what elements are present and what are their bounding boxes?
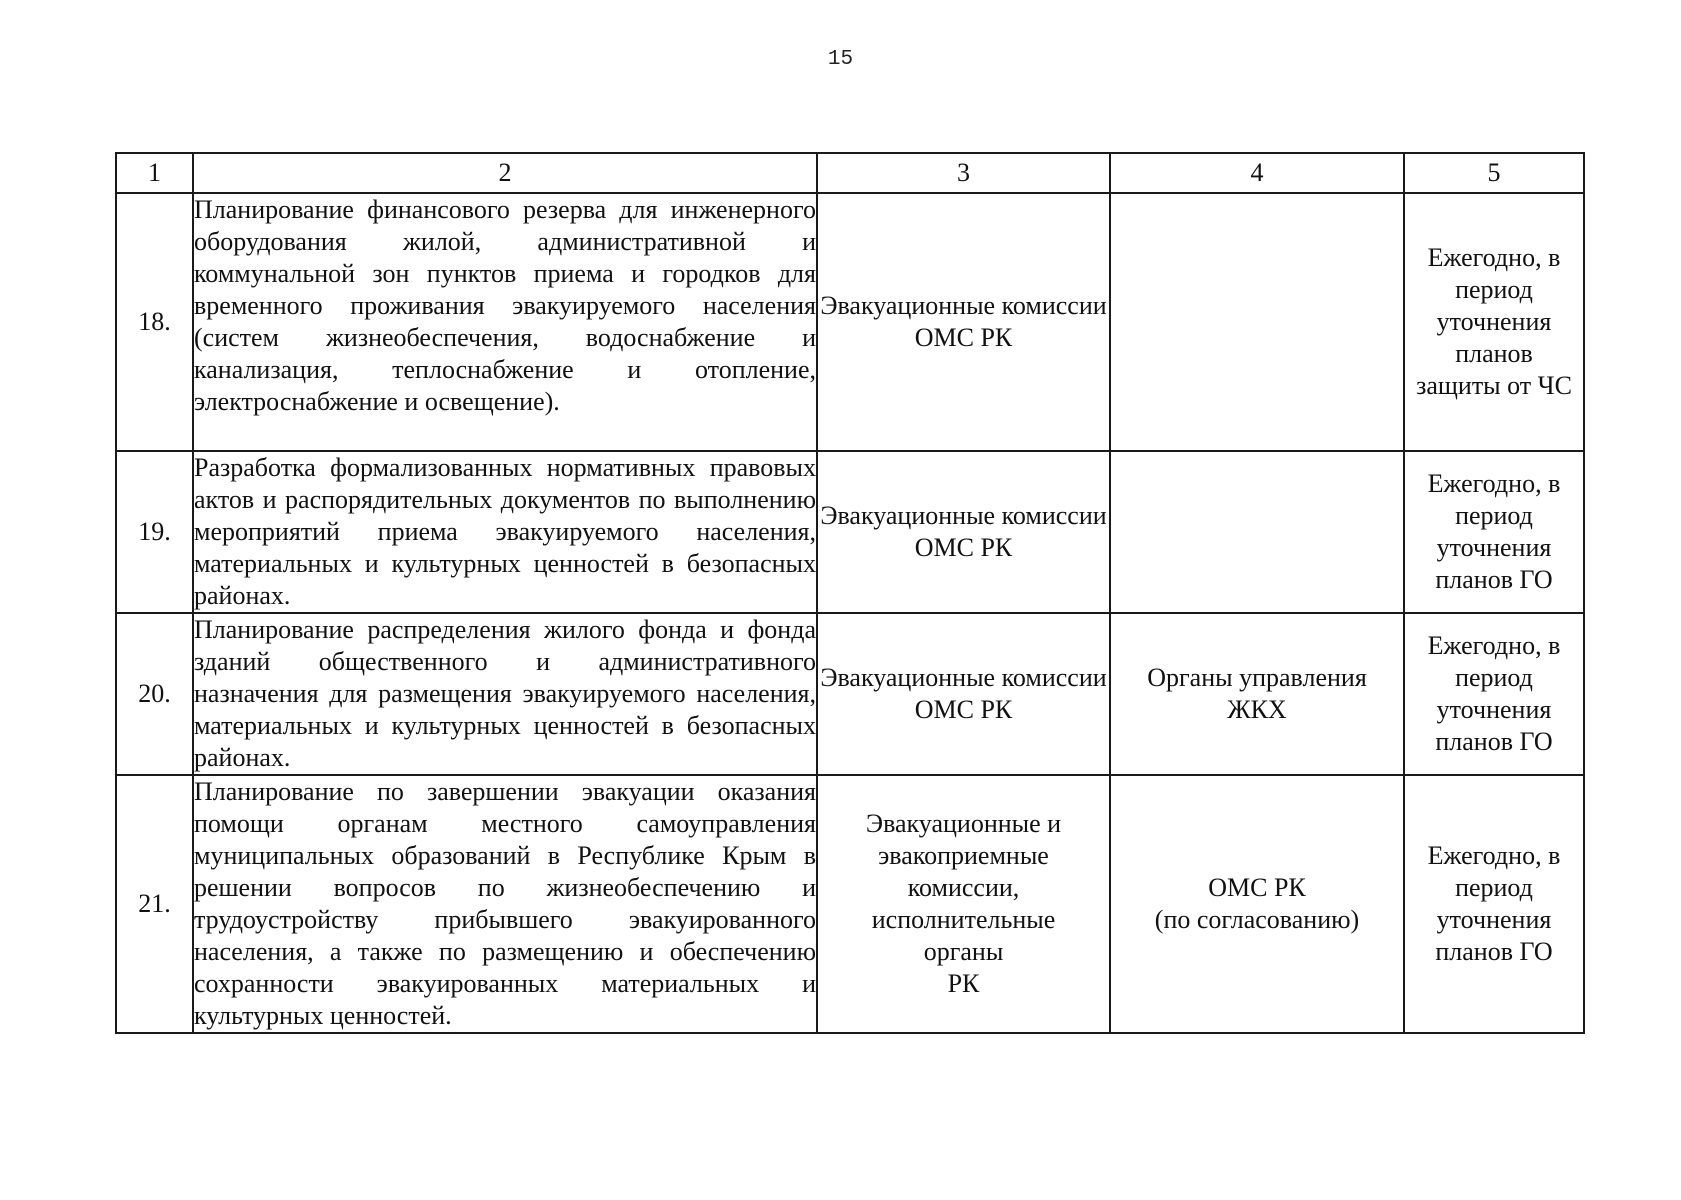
- row-term: Ежегодно, в период уточнения планов ГО: [1404, 451, 1584, 613]
- row-number: 21.: [116, 775, 193, 1033]
- row-participants: Органы управления ЖКХ: [1110, 613, 1404, 775]
- row-term: Ежегодно, в период уточнения планов защиты от ЧС: [1404, 193, 1584, 451]
- row-responsible: Эвакуационные комиссии ОМС РК: [817, 451, 1110, 613]
- row-term: Ежегодно, в период уточнения планов ГО: [1404, 613, 1584, 775]
- table-row: [116, 775, 1584, 1033]
- row-description: Планирование распределения жилого фонда и фонда зданий общественного и административного назначения для размещения эвакуируемого населения, материальных и культурных ценностей в безопасных районах.: [193, 613, 817, 775]
- row-responsible: Эвакуационные комиссии ОМС РК: [817, 613, 1110, 775]
- header-col-term: 5: [1404, 153, 1584, 193]
- header-col-number: 1: [116, 153, 193, 193]
- row-participants: [1110, 451, 1404, 613]
- row-description: Планирование финансового резерва для инженерного оборудования жилой, административной и коммунальной зон пунктов приема и городков для временного проживания эвакуируемого населения (систем жизнеобеспечения, водоснабжение и канализация, теплоснабжение и отопление, электроснабжение и освещение).: [193, 193, 817, 451]
- header-col-description: 2: [193, 153, 817, 193]
- evacuation-plan-table: [115, 152, 1585, 1034]
- page-number: 15: [827, 48, 854, 71]
- table-row: [116, 613, 1584, 775]
- row-participants: ОМС РК (по согласованию): [1110, 775, 1404, 1033]
- header-col-responsible: 3: [817, 153, 1110, 193]
- row-number: 18.: [116, 193, 193, 451]
- row-description: Планирование по завершении эвакуации оказания помощи органам местного самоуправления муниципальных образований в Республике Крым в решении вопросов по жизнеобеспечению и трудоустройству прибывшего эвакуированного населения, а также по размещению и обеспечению сохранности эвакуированных материальных и культурных ценностей.: [193, 775, 817, 1033]
- table-header-row: [116, 153, 1584, 193]
- row-responsible: Эвакуационные и эвакоприемные комиссии, исполнительные органы РК: [817, 775, 1110, 1033]
- row-responsible: Эвакуационные комиссии ОМС РК: [817, 193, 1110, 451]
- table-row: [116, 193, 1584, 451]
- table-row: [116, 451, 1584, 613]
- row-description: Разработка формализованных нормативных правовых актов и распорядительных документов по выполнению мероприятий приема эвакуируемого населения, материальных и культурных ценностей в безопасных районах.: [193, 451, 817, 613]
- row-participants: [1110, 193, 1404, 451]
- row-number: 20.: [116, 613, 193, 775]
- row-term: Ежегодно, в период уточнения планов ГО: [1404, 775, 1584, 1033]
- row-number: 19.: [116, 451, 193, 613]
- header-col-participants: 4: [1110, 153, 1404, 193]
